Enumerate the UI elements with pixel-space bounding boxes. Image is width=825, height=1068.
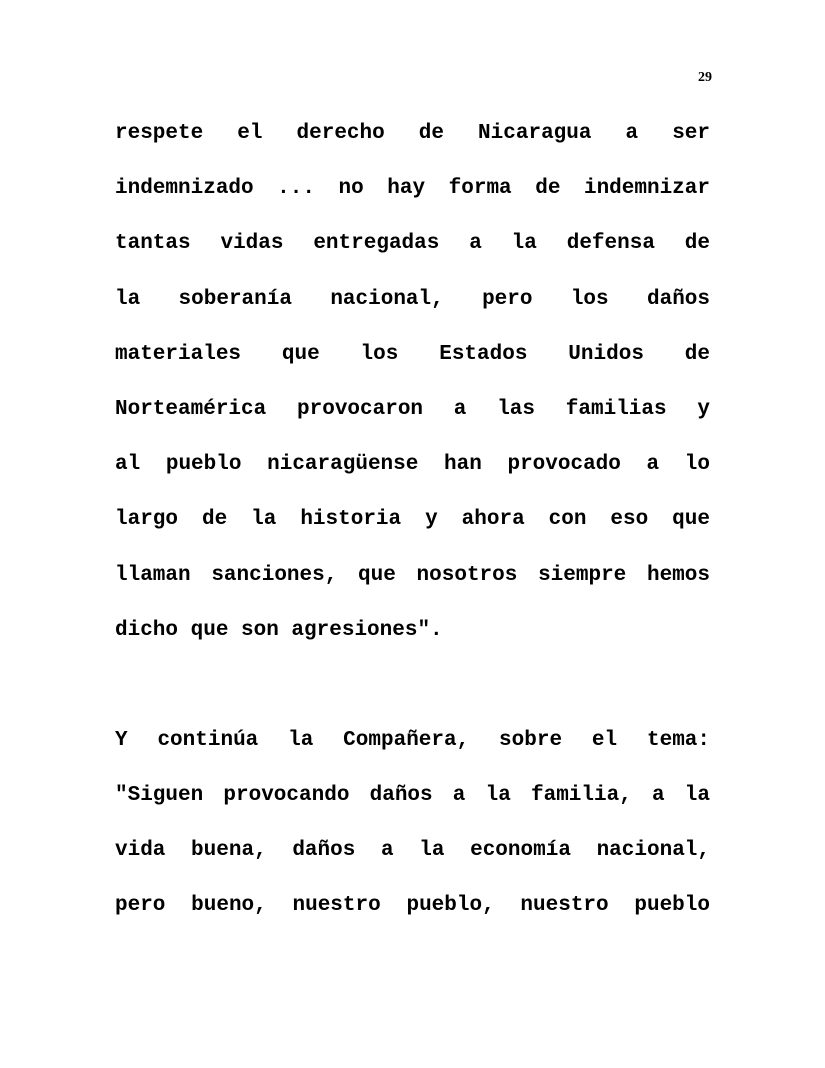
text-line: "Siguen provocando daños a la familia, a la xyxy=(115,784,710,807)
text-line: indemnizado ... no hay forma de indemnizar xyxy=(115,177,710,200)
page-number: 29 xyxy=(698,70,712,85)
text-line: Norteamérica provocaron a las familias y xyxy=(115,398,710,421)
text-line: largo de la historia y ahora con eso que xyxy=(115,508,710,531)
text-line: la soberanía nacional, pero los daños xyxy=(115,288,710,311)
text-line: Y continúa la Compañera, sobre el tema: xyxy=(115,729,710,752)
text-line: al pueblo nicaragüense han provocado a lo xyxy=(115,453,710,476)
text-line: vida buena, daños a la economía nacional, xyxy=(115,839,710,862)
text-line: pero bueno, nuestro pueblo, nuestro pueblo xyxy=(115,894,710,917)
text-line: respete el derecho de Nicaragua a ser xyxy=(115,122,710,145)
text-line: tantas vidas entregadas a la defensa de xyxy=(115,232,710,255)
text-line: materiales que los Estados Unidos de xyxy=(115,343,710,366)
text-line: llaman sanciones, que nosotros siempre hemos xyxy=(115,564,710,587)
text-line: dicho que son agresiones". xyxy=(115,619,443,642)
